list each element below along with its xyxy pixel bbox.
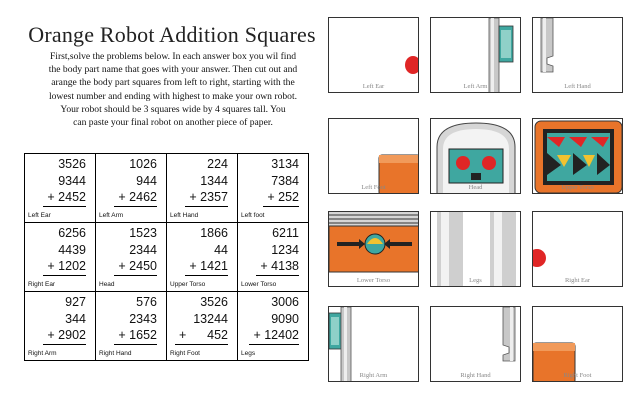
right-hand-icon [431,307,521,382]
addend-2: 44 [214,242,228,257]
square-label: Legs [469,277,482,284]
addend-3: + 1421 [185,258,228,276]
square-label: Upper Torso [561,184,594,191]
addend-1: 3526 [200,295,228,309]
robot-head-icon [431,119,521,194]
left-ear-icon [329,18,419,93]
square-label: Left Foot [361,184,386,191]
body-part-label: Lower Torso [241,281,277,288]
addend-1: 1026 [129,157,157,171]
square-left-ear[interactable] [328,17,419,93]
addend-3: + 2462 [114,189,157,207]
problem-cell[interactable] [25,223,96,292]
addend-2: 1234 [271,242,299,257]
problem-cell[interactable] [167,292,238,361]
square-lower-torso[interactable] [328,211,419,287]
lower-torso-icon [329,212,419,287]
addend-2: 1344 [200,173,228,188]
body-part-label: Left Ear [28,212,51,219]
addition-problem [43,294,86,345]
problem-row [25,223,309,292]
square-label: Head [468,184,483,191]
addition-problem [185,225,228,276]
addition-problem [114,294,157,345]
addend-1: 927 [65,295,86,309]
addend-3: + 2902 [43,327,86,345]
body-part-label: Head [99,281,115,288]
addition-problem [256,225,299,276]
addend-1: 6211 [272,226,299,240]
square-label: Right Arm [359,372,388,379]
addition-problem [114,225,157,276]
body-part-label: Left foot [241,212,265,219]
instructions [24,50,322,129]
left-arm-icon [431,18,521,93]
square-right-hand[interactable] [430,306,521,382]
left-foot-icon [329,119,419,194]
right-arm-icon [329,307,419,382]
instruction-line: First,solve the problems below. In each answer box you wil find [49,51,297,62]
instruction-line: the body part name that goes with your answer. Then cut out and [48,64,298,76]
addend-3: + 12402 [249,327,299,345]
body-part-label: Upper Torso [170,281,206,288]
addend-1: 3006 [271,295,299,309]
right-foot-icon [533,307,623,382]
addend-3: + 252 [263,189,299,207]
square-label: Right Ear [564,277,591,284]
square-head[interactable] [430,118,521,194]
addend-3: + 2452 [43,189,86,207]
addend-3: + 1652 [114,327,157,345]
addend-3: + 1202 [43,258,86,276]
square-label: Left Hand [564,83,591,90]
addend-3: + 4138 [256,258,299,276]
addition-problem [43,225,86,276]
problem-cell[interactable] [238,223,309,292]
addend-1: 6256 [58,226,86,240]
body-part-label: Left Arm [99,212,124,219]
left-hand-icon [533,18,623,93]
addend-3: + 2450 [114,258,157,276]
square-right-foot[interactable] [532,306,623,382]
addition-problem [263,156,299,207]
square-left-arm[interactable] [430,17,521,93]
body-part-label: Right Ear [28,281,56,288]
addend-1: 3526 [58,157,86,171]
square-label: Left Arm [463,83,488,90]
problem-cell[interactable] [167,223,238,292]
body-part-label: Right Arm [28,350,57,357]
addend-3: + 2357 [185,189,228,207]
addend-2: 944 [136,173,157,188]
problems-table [24,153,309,361]
addend-2: 7384 [271,173,299,188]
addend-2: 9090 [271,311,299,326]
problem-cell[interactable] [238,292,309,361]
addend-2: 4439 [58,242,86,257]
problem-cell[interactable] [96,154,167,223]
addend-1: 576 [136,295,157,309]
instruction-line: arange the body part squares from left to right, starting with the [51,77,295,89]
square-upper-torso[interactable] [532,118,623,194]
square-left-foot[interactable] [328,118,419,194]
page-title: Orange Robot Addition Squares [28,22,316,47]
square-right-arm[interactable] [328,306,419,382]
problem-cell[interactable] [25,154,96,223]
addend-3: + 452 [175,327,228,345]
addend-1: 224 [207,157,228,171]
addition-problem [43,156,86,207]
legs-icon [431,212,521,287]
square-label: Lower Torso [356,277,391,284]
square-right-ear[interactable] [532,211,623,287]
body-part-label: Right Hand [99,350,132,357]
addend-1: 1523 [129,226,157,240]
addend-2: 13244 [193,311,228,326]
square-label: Right Hand [460,372,491,379]
problem-cell[interactable] [238,154,309,223]
body-part-label: Right Foot [170,350,200,357]
problem-cell[interactable] [96,223,167,292]
addition-problem [114,156,157,207]
square-legs[interactable] [430,211,521,287]
addend-1: 1866 [200,226,228,240]
addition-problem [249,294,299,345]
addition-problem [175,294,228,345]
problem-row [25,292,309,361]
problem-cell[interactable] [96,292,167,361]
addend-2: 2344 [129,242,157,257]
problem-cell[interactable] [167,154,238,223]
upper-torso-icon [533,119,623,194]
instruction-line: lowest number and ending with highest to make your own robot. [48,90,298,102]
problem-cell[interactable] [25,292,96,361]
right-ear-icon [533,212,623,287]
square-label: Right Foot [563,372,592,379]
square-label: Left Ear [362,83,385,90]
body-part-label: Legs [241,350,256,357]
instruction-line: can paste your final robot on another piece of paper. [73,117,273,129]
addend-2: 344 [65,311,86,326]
square-left-hand[interactable] [532,17,623,93]
body-part-label: Left Hand [170,212,199,219]
instruction-line: Your robot should be 3 squares wide by 4 squares tall. You [60,103,286,115]
problem-row [25,154,309,223]
addend-1: 3134 [271,157,299,171]
addition-problem [185,156,228,207]
addend-2: 2343 [129,311,157,326]
addend-2: 9344 [58,173,86,188]
